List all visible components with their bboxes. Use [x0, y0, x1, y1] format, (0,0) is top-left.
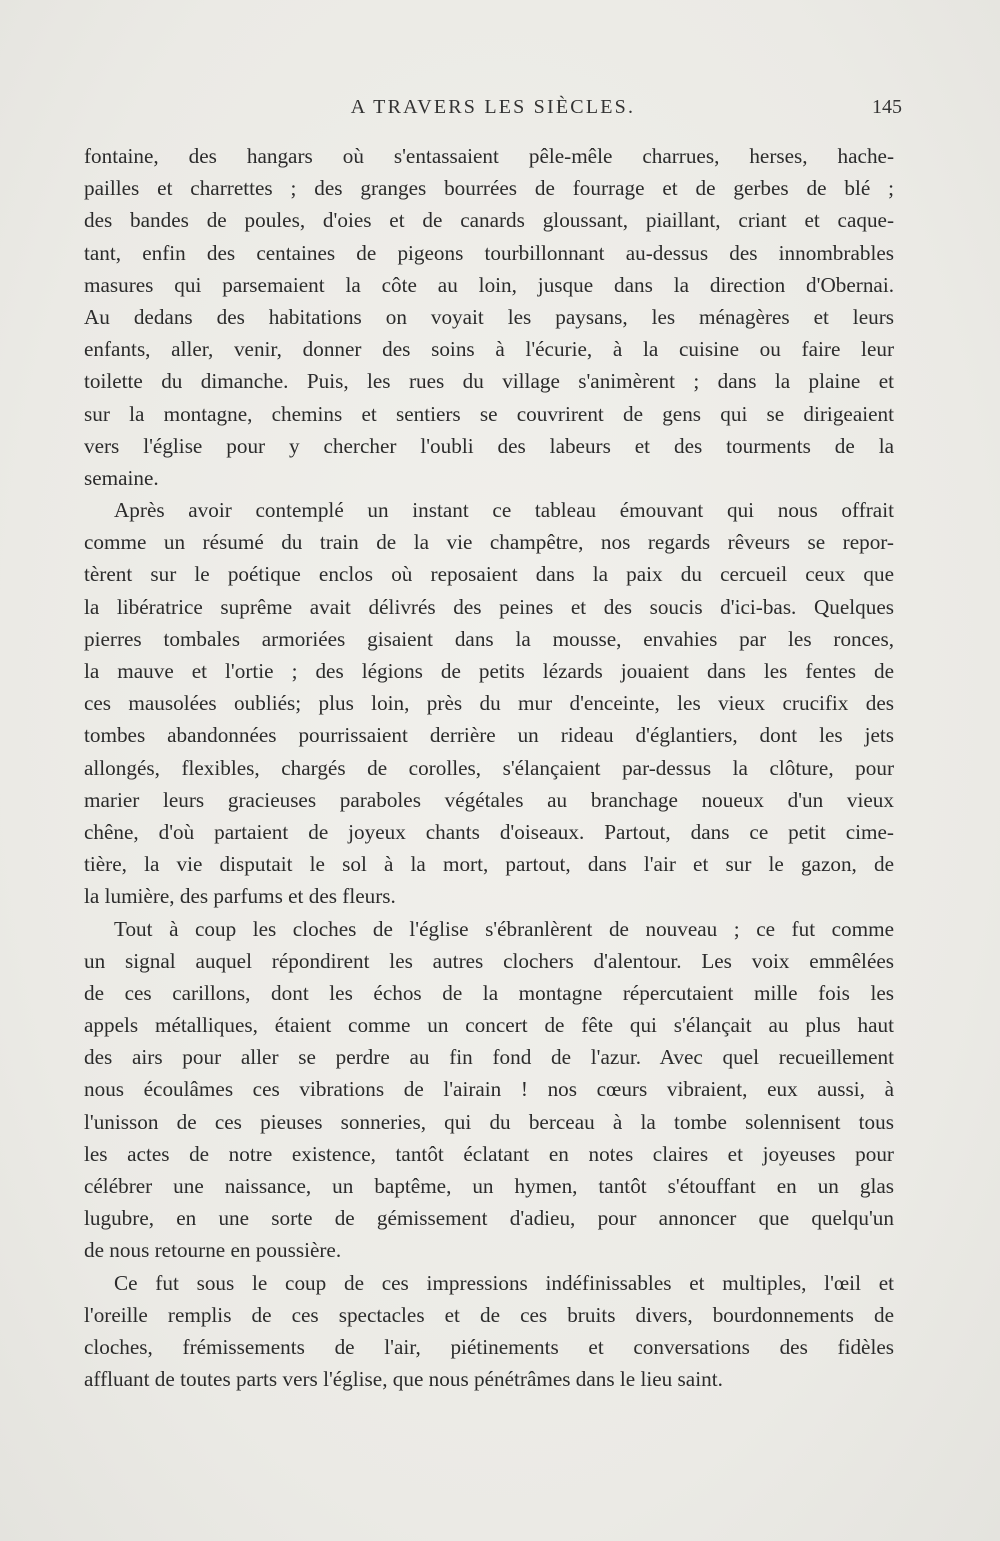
paragraph [84, 1267, 894, 1396]
text-line: affluant de toutes parts vers l'église, que nous pénétrâmes dans le lieu saint. [84, 1367, 723, 1392]
text-line: vers l'église pour y chercher l'oubli des labeurs et des tourments de la [84, 433, 894, 458]
text-line: Après avoir contemplé un instant ce tableau émouvant qui nous offrait [114, 498, 894, 523]
paragraph [84, 494, 894, 912]
text-line: Tout à coup les cloches de l'église s'ébranlèrent de nouveau ; ce fut comme [114, 916, 894, 941]
text-line: la mauve et l'ortie ; des légions de petits lézards jouaient dans les fentes de [84, 659, 894, 683]
text-line: un signal auquel répondirent les autres clochers d'alentour. Les voix emmêlées [84, 948, 894, 973]
text-line: de ces carillons, dont les échos de la montagne répercutaient mille fois les [84, 980, 894, 1005]
text-line: toilette du dimanche. Puis, les rues du village s'animèrent ; dans la plaine et [84, 369, 894, 394]
text-line: fontaine, des hangars où s'entassaient pêle-mêle charrues, herses, hache- [84, 144, 894, 168]
text-line: pailles et charrettes ; des granges bourrées de fourrage et de gerbes de blé ; [84, 176, 894, 201]
text-line: nous écoulâmes ces vibrations de l'airain ! nos cœurs vibraient, eux aussi, à [84, 1077, 894, 1102]
text-line: les actes de notre existence, tantôt éclatant en notes claires et joyeuses pour [84, 1141, 894, 1166]
text-line: l'oreille remplis de ces spectacles et de ces bruits divers, bourdonnements de [84, 1302, 894, 1327]
text-line: la lumière, des parfums et des fleurs. [84, 884, 396, 909]
text-line: comme un résumé du train de la vie champêtre, nos regards rêveurs se repor- [84, 530, 894, 555]
text-line: cloches, frémissements de l'air, piétinements et conversations des fidèles [84, 1334, 894, 1359]
text-line: l'unisson de ces pieuses sonneries, qui du berceau à la tombe solennisent tous [84, 1109, 894, 1134]
text-line: célébrer une naissance, un baptême, un hymen, tantôt s'étouffant en un glas [84, 1174, 894, 1198]
body-text [84, 140, 894, 1395]
text-line: tière, la vie disputait le sol à la mort, partout, dans l'air et sur le gazon, de [84, 852, 894, 877]
text-line: la libératrice suprême avait délivrés des peines et des soucis d'ici-bas. Quelques [84, 594, 894, 619]
paragraph [84, 913, 894, 1267]
text-line: des bandes de poules, d'oies et de canards gloussant, piaillant, criant et caque- [84, 208, 894, 233]
text-line: de nous retourne en poussière. [84, 1238, 342, 1263]
text-line: appels métalliques, étaient comme un concert de fête qui s'élançait au plus haut [84, 1013, 894, 1038]
text-line: semaine. [84, 465, 159, 490]
text-line: Ce fut sous le coup de ces impressions indéfinissables et multiples, l'œil et [114, 1270, 894, 1295]
page-number: 145 [872, 96, 902, 118]
text-line: lugubre, en une sorte de gémissement d'adieu, pour annoncer que quelqu'un [84, 1206, 894, 1231]
text-line: tèrent sur le poétique enclos où reposaient dans la paix du cercueil ceux que [84, 562, 894, 587]
text-line: enfants, aller, venir, donner des soins à l'écurie, à la cuisine ou faire leur [84, 337, 894, 362]
text-line: Au dedans des habitations on voyait les paysans, les ménagères et leurs [84, 304, 894, 329]
running-title: A TRAVERS LES SIÈCLES. [350, 96, 636, 118]
text-line: masures qui parsemaient la côte au loin, jusque dans la direction d'Obernai. [84, 272, 894, 297]
text-line: marier leurs gracieuses paraboles végétales au branchage noueux d'un vieux [84, 787, 894, 812]
text-line: pierres tombales armoriées gisaient dans la mousse, envahies par les ronces, [84, 626, 894, 651]
text-line: des airs pour aller se perdre au fin fond de l'azur. Avec quel recueillement [84, 1045, 894, 1070]
text-line: ces mausolées oubliés; plus loin, près du mur d'enceinte, les vieux crucifix des [84, 691, 894, 716]
text-line: allongés, flexibles, chargés de corolles, s'élançaient par-dessus la clôture, pour [84, 755, 894, 780]
text-line: chêne, d'où partaient de joyeux chants d'oiseaux. Partout, dans ce petit cime- [84, 819, 894, 844]
text-line: sur la montagne, chemins et sentiers se couvrirent de gens qui se dirigeaient [84, 401, 894, 426]
running-head [84, 96, 902, 126]
text-line: tant, enfin des centaines de pigeons tourbillonnant au-dessus des innombrables [84, 240, 894, 265]
paragraph [84, 140, 894, 494]
text-line: tombes abandonnées pourrissaient derrière un rideau d'églantiers, dont les jets [84, 723, 894, 748]
